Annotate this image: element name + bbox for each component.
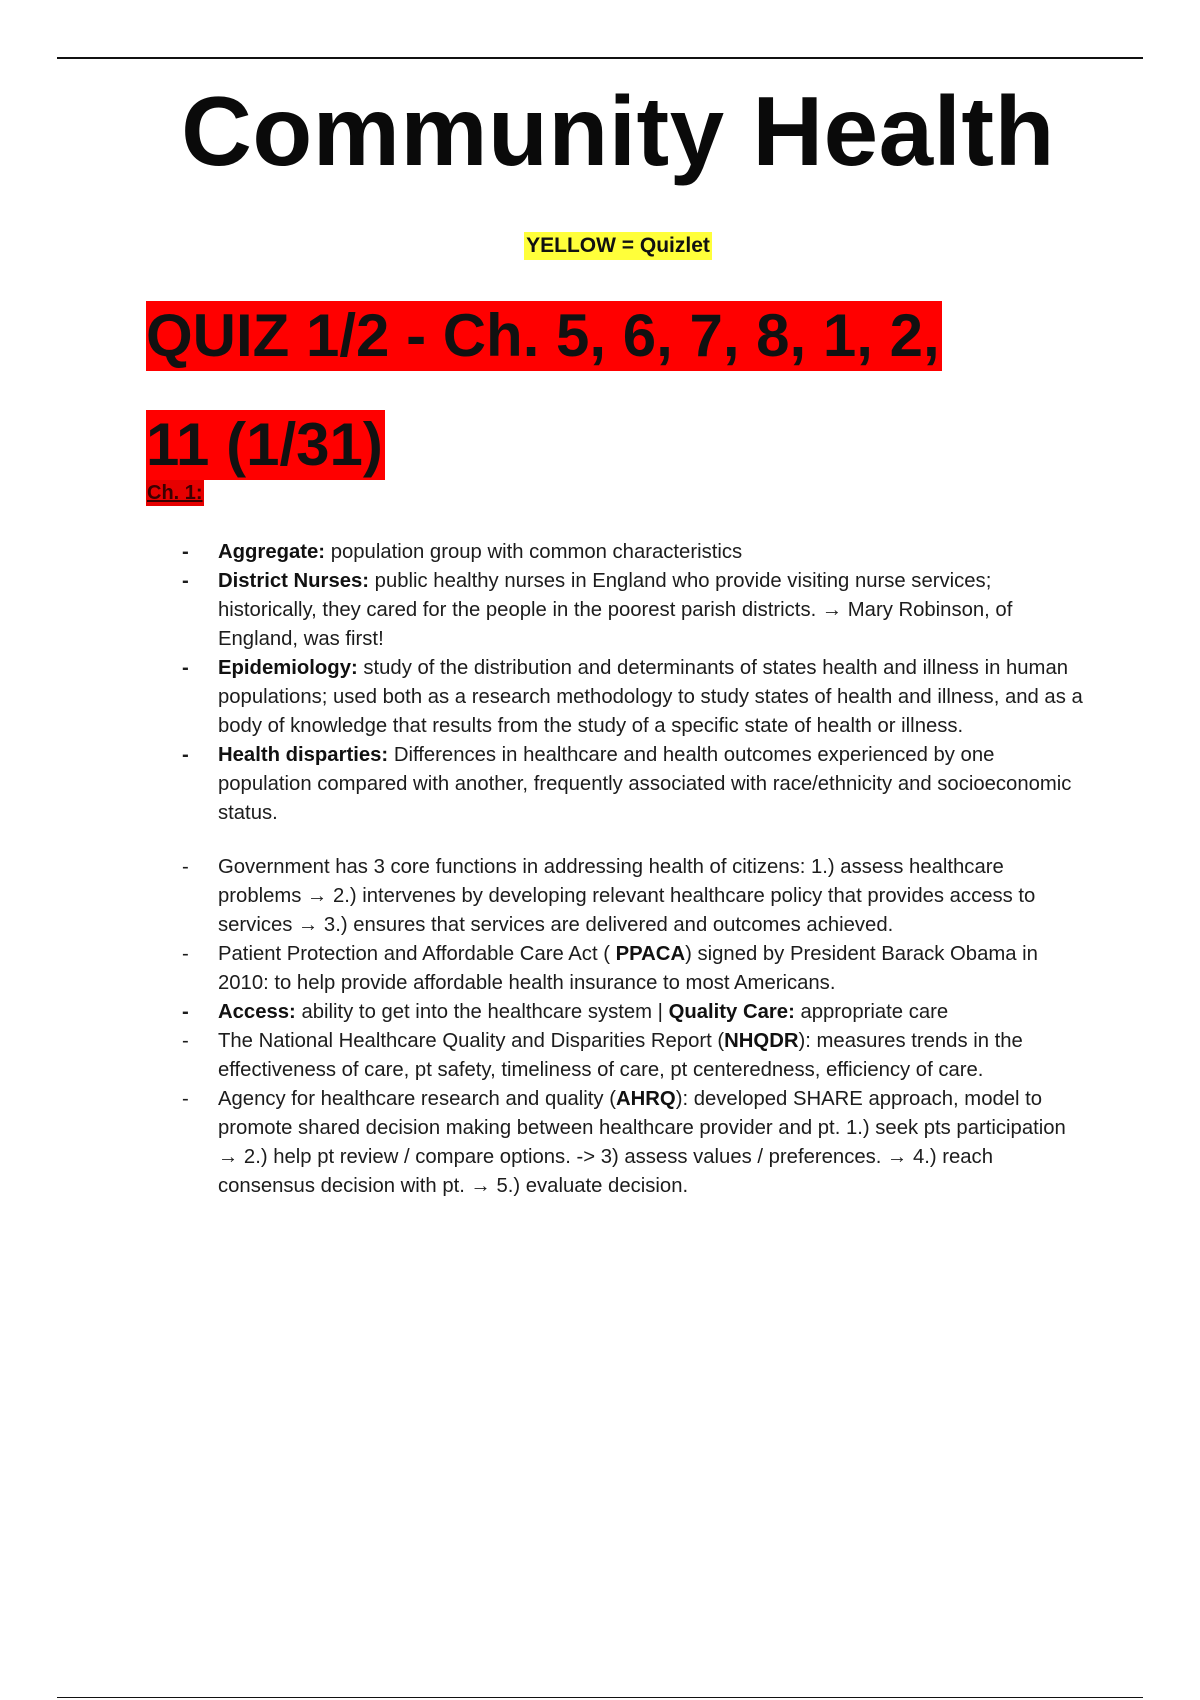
quiz-heading-line-1: QUIZ 1/2 - Ch. 5, 6, 7, 8, 1, 2, [146,302,940,369]
note-text-after: ) signed by President Barack Obama in 2010: to help provide affordable health insurance to most Americans. [218,943,1038,994]
definition: population group with common characteristics [325,541,743,563]
definition: appropriate care [794,1001,949,1023]
note-text-after: ): developed SHARE approach, model to promote shared decision making between healthcare provider and pt. 1.) seek pts participation → 2.) help pt review / compare options. -> 3) assess values / preferences. → 4.) reach consensus decision with pt. → 5.) evaluate decision. [218,1088,1066,1197]
top-rule [57,57,1143,59]
chapter-label: Ch. 1: [147,482,203,504]
term: Aggregate: [218,541,326,563]
quiz-heading [146,288,942,506]
legend-line [0,232,1200,260]
note-text: Government has 3 core functions in addressing health of citizens: 1.) assess healthcare problems → 2.) intervenes by developing relevant healthcare policy that provides access to services → 3.) ensures that services are delivered and outcomes achieved. [218,856,1036,936]
bullet-dash: - [182,1088,189,1110]
list-item [146,853,1086,940]
bullet-dash: - [182,1030,189,1052]
list-item [146,654,1086,741]
list-item [146,741,1086,828]
acronym: AHRQ [615,1088,676,1110]
term: Health disparties: [218,744,389,766]
list-item [146,538,1086,567]
note-text-before: The National Healthcare Quality and Disparities Report ( [218,1030,725,1052]
list-item [146,1085,1086,1201]
bullet-dash: - [182,657,189,679]
bullet-dash: - [182,1001,189,1023]
notes-list [146,538,1086,1201]
definition: study of the distribution and determinants of states health and illness in human populations; used both as a research methodology to study states of health and illness, and as a body of knowledge that results from the study of a specific state of health or illness. [218,657,1083,737]
term: Access: [218,1001,296,1023]
list-item [146,1027,1086,1085]
bullet-dash: - [182,943,189,965]
term: District Nurses: [218,570,370,592]
bullet-dash: - [182,856,189,878]
document-title: Community Health [181,76,1055,186]
quizlet-legend: YELLOW = Quizlet [524,232,712,260]
quiz-heading-line-2: 11 (1/31) [146,411,383,478]
term: Epidemiology: [218,657,358,679]
definition: public healthy nurses in England who provide visiting nurse services; historically, they cared for the people in the poorest parish districts. → Mary Robinson, of England, was first! [218,570,1013,650]
definition: ability to get into the healthcare system | [295,1001,669,1023]
list-item [146,940,1086,998]
list-item [146,567,1086,654]
bottom-rule [57,1697,1143,1698]
term: Quality Care: [668,1001,795,1023]
definition: Differences in healthcare and health outcomes experienced by one population compared with another, frequently associated with race/ethnicity and socioeconomic status. [218,744,1072,824]
bullet-dash: - [182,744,189,766]
bullet-dash: - [182,570,189,592]
acronym: PPACA [615,943,686,965]
list-item [146,998,1086,1027]
note-text-before: Agency for healthcare research and quality ( [218,1088,616,1110]
bullet-dash: - [182,541,189,563]
note-text-before: Patient Protection and Affordable Care Act ( [218,943,616,965]
note-text-after: ): measures trends in the effectiveness of care, pt safety, timeliness of care, pt centeredness, efficiency of care. [218,1030,1023,1081]
acronym: NHQDR [724,1030,799,1052]
